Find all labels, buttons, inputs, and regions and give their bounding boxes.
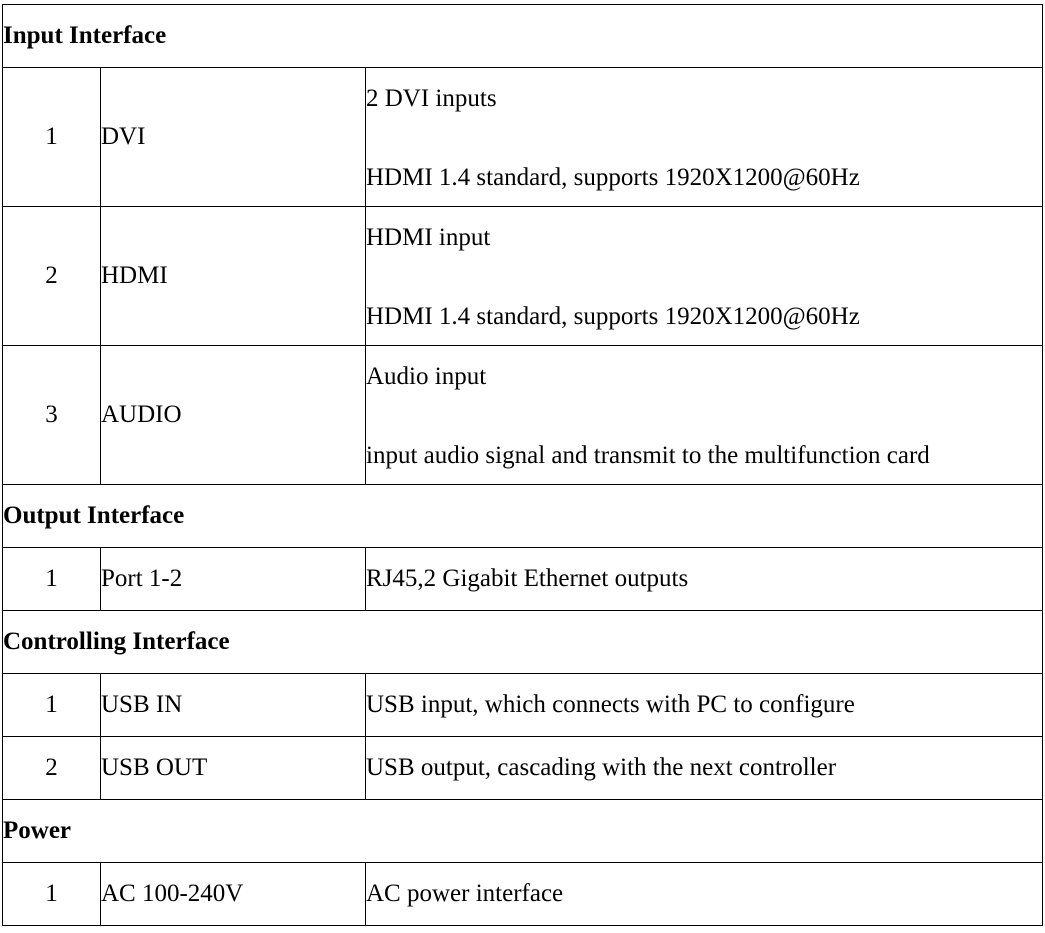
row-number: 1 <box>3 68 101 207</box>
description-line: HDMI 1.4 standard, supports 1920X1200@60Hz <box>366 303 860 330</box>
row-number: 1 <box>3 674 101 737</box>
description-line: HDMI 1.4 standard, supports 1920X1200@60Hz <box>366 164 860 191</box>
spec-table <box>2 4 1043 926</box>
section-header-row <box>3 800 1043 863</box>
table-row <box>3 548 1043 611</box>
table-row <box>3 68 1043 207</box>
row-description: AC power interface <box>366 863 1043 926</box>
row-number: 2 <box>3 207 101 346</box>
row-number: 3 <box>3 346 101 485</box>
section-header-row <box>3 5 1043 68</box>
description-line: input audio signal and transmit to the multifunction card <box>366 442 930 469</box>
section-title: Controlling Interface <box>3 611 1043 674</box>
row-name: USB OUT <box>101 737 366 800</box>
section-header-row <box>3 485 1043 548</box>
row-description <box>366 68 1043 207</box>
row-description <box>366 346 1043 485</box>
row-name: HDMI <box>101 207 366 346</box>
row-number: 1 <box>3 548 101 611</box>
section-header-row <box>3 611 1043 674</box>
row-name: AUDIO <box>101 346 366 485</box>
row-name: Port 1-2 <box>101 548 366 611</box>
row-name: DVI <box>101 68 366 207</box>
table-row <box>3 863 1043 926</box>
table-row <box>3 346 1043 485</box>
section-title: Output Interface <box>3 485 1043 548</box>
description-line: Audio input <box>366 363 487 390</box>
row-description: RJ45,2 Gigabit Ethernet outputs <box>366 548 1043 611</box>
description-line: HDMI input <box>366 224 491 251</box>
table-row <box>3 207 1043 346</box>
row-description: USB input, which connects with PC to configure <box>366 674 1043 737</box>
row-number: 2 <box>3 737 101 800</box>
row-name: USB IN <box>101 674 366 737</box>
section-title: Input Interface <box>3 5 1043 68</box>
table-row <box>3 737 1043 800</box>
description-line: 2 DVI inputs <box>366 85 497 112</box>
row-description: USB output, cascading with the next controller <box>366 737 1043 800</box>
section-title: Power <box>3 800 1043 863</box>
row-description <box>366 207 1043 346</box>
row-number: 1 <box>3 863 101 926</box>
table-row <box>3 674 1043 737</box>
row-name: AC 100-240V <box>101 863 366 926</box>
